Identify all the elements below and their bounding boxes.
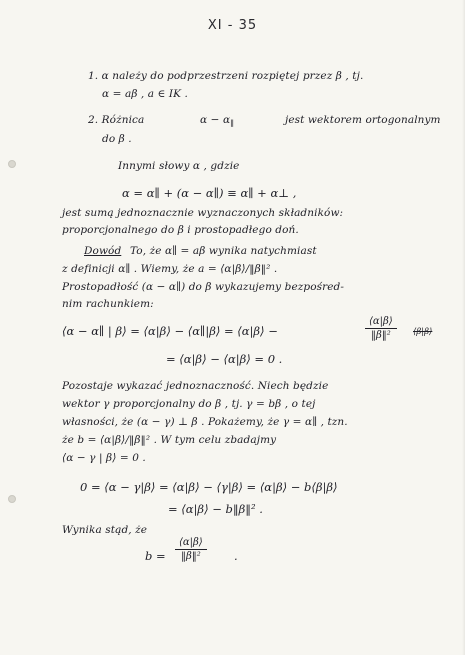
paragraph-3-line-1: Pozostaje wykazać jednoznaczność. Niech będzie bbox=[62, 380, 329, 392]
decomposition-equation: α = α∥ + (α − α∥) ≡ α∥ + α⊥ , bbox=[122, 186, 297, 200]
calculation-1-fraction bbox=[365, 316, 397, 341]
page-header: XI - 35 bbox=[207, 18, 258, 33]
calculation-2: = ⟨α|β⟩ − ⟨α|β⟩ = 0 . bbox=[166, 352, 283, 366]
item-1-line-1: 1. α należy do podprzestrzeni rozpiętej przez β , tj. bbox=[88, 70, 364, 82]
proof-line-3: Prostopadłość (α − α∥) do β wykazujemy bezpośred- bbox=[62, 281, 345, 293]
paragraph-3-line-5: ⟨α − γ | β⟩ = 0 . bbox=[62, 452, 146, 464]
paragraph-2-line-2: proporcjonalnego do β i prostopadłego doń. bbox=[62, 224, 299, 236]
calculation-1-tail: ⟨β|β⟩ bbox=[413, 327, 433, 337]
paragraph-4: Wynika stąd, że bbox=[62, 524, 148, 536]
proof-line-2: z definicji α∥ . Wiemy, że a = ⟨α|β⟩/‖β‖² . bbox=[62, 263, 278, 275]
result-lhs: b = bbox=[145, 549, 166, 563]
calculation-1-fraction-numerator: ⟨α|β⟩ bbox=[365, 316, 397, 329]
proof-line-1: To, że α∥ = aβ wynika natychmiast bbox=[130, 245, 317, 257]
calculation-1: ⟨α − α∥ | β⟩ = ⟨α|β⟩ − ⟨α∥|β⟩ = ⟨α|β⟩ − bbox=[62, 324, 278, 338]
proof-label: Dowód bbox=[84, 245, 122, 257]
item-2-label: 2. Różnica bbox=[88, 114, 145, 126]
item-2-expression: $\alpha - \alpha_\parallel$ bbox=[200, 114, 234, 129]
item-2-line-2: do β . bbox=[102, 133, 132, 145]
result-fraction-denominator: ‖β‖² bbox=[180, 551, 201, 562]
item-1-line-2: α = aβ , a ∈ IK . bbox=[102, 88, 188, 100]
item-2-expression-text: α − α bbox=[200, 114, 231, 126]
paragraph-3-line-4: że b = ⟨α|β⟩/‖β‖² . W tym celu zbadajmy bbox=[62, 434, 277, 446]
calculation-4: = ⟨α|β⟩ − b‖β‖² . bbox=[168, 502, 263, 516]
result-fraction bbox=[175, 537, 207, 562]
punch-hole-mark bbox=[8, 495, 16, 503]
item-2-tail: jest wektorem ortogonalnym bbox=[285, 114, 441, 126]
calculation-1-fraction-denominator: ‖β‖² bbox=[370, 330, 391, 341]
calculation-3: 0 = ⟨α − γ|β⟩ = ⟨α|β⟩ − ⟨γ|β⟩ = ⟨α|β⟩ − b⟨β|β⟩ bbox=[80, 480, 338, 494]
paragraph-intro: Innymi słowy α , gdzie bbox=[118, 160, 240, 172]
paragraph-2-line-1: jest sumą jednoznacznie wyznaczonych składników: bbox=[62, 207, 344, 219]
proof-line-4: nim rachunkiem: bbox=[62, 298, 154, 310]
result-period: . bbox=[234, 549, 238, 563]
punch-hole-mark bbox=[8, 160, 16, 168]
result-fraction-numerator: ⟨α|β⟩ bbox=[175, 537, 207, 550]
paragraph-3-line-2: wektor γ proporcjonalny do β , tj. γ = bβ , o tej bbox=[62, 398, 316, 410]
paragraph-3-line-3: własności, że (α − γ) ⊥ β . Pokażemy, że γ = α∥ , tzn. bbox=[62, 416, 348, 428]
